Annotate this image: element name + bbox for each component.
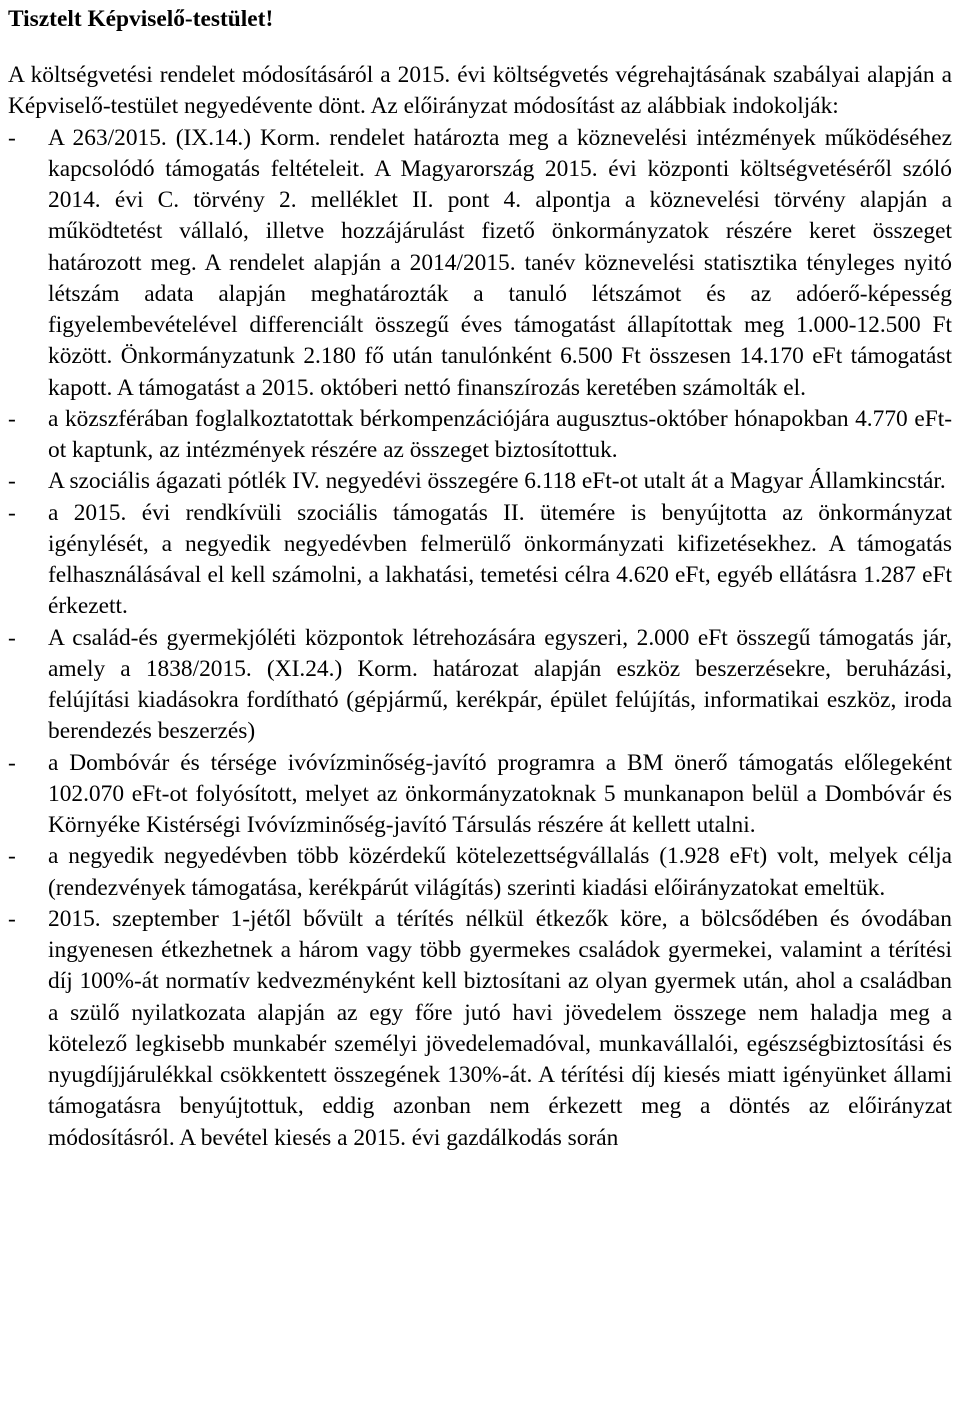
bullet-dash: - <box>8 124 16 151</box>
justification-list <box>8 123 952 1154</box>
list-item-text: 2015. szeptember 1-jétől bővült a térítés nélkül étkezők köre, a bölcsődében és óvodában ingyenesen étkezhetnek a három vagy több gyermekes családok gyermekei, valamint a térítési díj 100%-át normatív kedvezményként kell biztosítani az olyan gyermek után, ahol a családban a szülő nyilatkozata alapján az egy főre jutó havi jövedelem összege nem haladja meg a kötelező legkisebb munkabér személyi jövedelemadóval, munkavállalói, egészségbiztosítási és nyugdíjjárulékkal csökkentett összegének 130%-át. A térítési díj kiesés miatt igényünket állami támogatásra benyújtottuk, eddig azonban nem érkezett meg a döntés az előirányzat módosításról. A bevétel kiesés a 2015. évi gazdálkodás során <box>48 905 952 1151</box>
list-item-text: a negyedik negyedévben több közérdekű kötelezettségvállalás (1.928 eFt) volt, melyek célja (rendezvények támogatása, kerékpárút világítás) szerinti kiadási előirányzatokat emeltük. <box>48 843 952 901</box>
list-item <box>8 841 952 904</box>
bullet-dash: - <box>8 843 16 870</box>
list-item <box>8 623 952 748</box>
list-item <box>8 904 952 1154</box>
bullet-dash: - <box>8 405 16 432</box>
list-item-text: a Dombóvár és térsége ivóvízminőség-javító programra a BM önerő támogatás előlegeként 102.070 eFt-ot folyósított, melyet az önkormányzatoknak 5 munkanapon belül a Dombóvár és Környéke Kistérségi Ivóvízminőség-javító Társulás részére át kellett utalni. <box>48 749 952 838</box>
document-title: Tisztelt Képviselő-testület! <box>8 6 274 32</box>
list-item-text: a közszférában foglalkoztatottak bérkompenzációjára augusztus-október hónapokban 4.770 eFt-ot kaptunk, az intézmények részére az összeget biztosítottuk. <box>48 405 952 463</box>
bullet-dash: - <box>8 468 16 495</box>
bullet-dash: - <box>8 624 16 651</box>
list-item <box>8 466 952 497</box>
intro-paragraph: A költségvetési rendelet módosításáról a 2015. évi költségvetés végrehajtásának szabályai alapján a Képviselő-testület negyedévente dönt. Az előirányzat módosítást az alábbiak indokolják: <box>8 62 952 120</box>
bullet-dash: - <box>8 499 16 526</box>
list-item-text: A szociális ágazati pótlék IV. negyedévi összegére 6.118 eFt-ot utalt át a Magyar Államkincstár. <box>48 468 946 495</box>
list-item <box>8 123 952 404</box>
list-item <box>8 748 952 842</box>
list-item <box>8 498 952 623</box>
list-item-text: A 263/2015. (IX.14.) Korm. rendelet határozta meg a köznevelési intézmények működéséhez kapcsolódó támogatás feltételeit. A Magyarország 2015. évi központi költségvetéséről szóló 2014. évi C. törvény 2. melléklet II. pont 4. alpontja a köznevelési törvény alapján a működtetést vállaló, illetve hozzájárulást fizető önkormányzatok részére keret összeget határozott meg. A rendelet alapján a 2014/2015. tanév köznevelési statisztika tényleges nyitó létszám adata alapján meghatározták a tanuló létszámot és az adóerő-képesség figyelembevételével differenciált összegű éves támogatást állapítottak meg 1.000-12.500 Ft között. Önkormányzatunk 2.180 fő után tanulónként 6.500 Ft összesen 14.170 eFt támogatást kapott. A támogatást a 2015. októberi nettó finanszírozás keretében számolták el. <box>48 124 952 401</box>
list-item <box>8 404 952 467</box>
list-item-text: A család-és gyermekjóléti központok létrehozására egyszeri, 2.000 eFt összegű támogatás jár, amely a 1838/2015. (XI.24.) Korm. határozat alapján eszköz beszerzésekre, beruházási, felújítási kiadásokra fordítható (gépjármű, kerékpár, épület felújítás, informatikai eszköz, iroda berendezés beszerzés) <box>48 624 952 745</box>
bullet-dash: - <box>8 905 16 932</box>
list-item-text: a 2015. évi rendkívüli szociális támogatás II. ütemére is benyújtotta az önkormányzat igénylését, a negyedik negyedévben felmerülő önkormányzati kifizetésekhez. A támogatás felhasználásával el kell számolni, a lakhatási, temetési célra 4.620 eFt, egyéb ellátásra 1.287 eFt érkezett. <box>48 499 952 620</box>
bullet-dash: - <box>8 749 16 776</box>
